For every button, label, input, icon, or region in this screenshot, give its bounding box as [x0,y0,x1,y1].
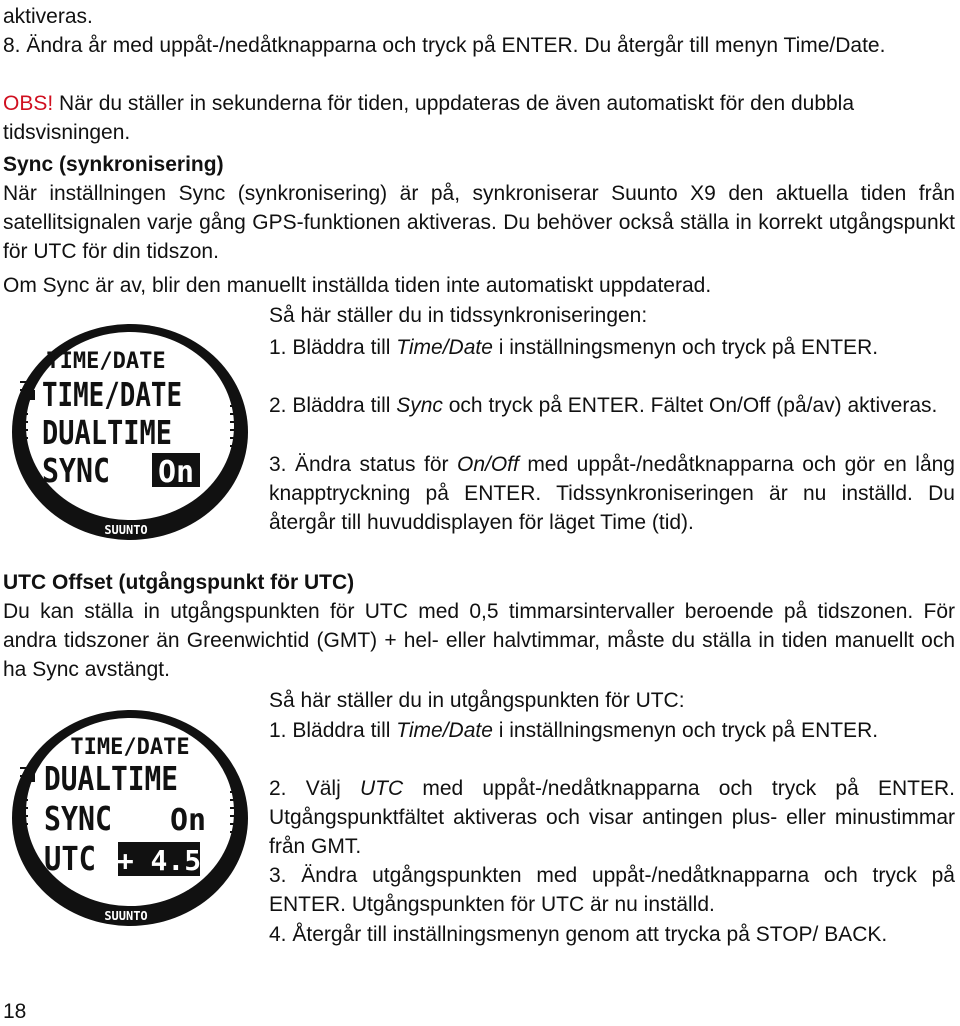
sync-howto: Så här ställer du in tidssynkroniseringen: [269,304,648,327]
watch-display-utc [6,706,254,934]
watch-brand: SUUNTO [104,523,148,537]
watch-row-2: DUALTIME [42,413,172,452]
watch-row-2-value: On [169,803,207,838]
sync-step-2: 2. Bläddra till Sync och tryck på ENTER. Fältet On/Off (på/av) aktiveras. [269,394,938,417]
utc-step-4: 4. Återgår till inställningsmenyn genom att trycka på STOP/ BACK. [269,923,888,946]
obs-note [3,89,955,147]
sync-heading: Sync (synkronisering) [3,153,224,176]
sync-para-1: När inställningen Sync (synkronisering) är på, synkroniserar Suunto X9 den aktuella tiden från satellitsignalen varje gång GPS-funktionen aktiveras. Du behöver också ställa in korrekt utgångspunkt för UTC för din tidszon. [3,182,955,263]
utc-howto: Så här ställer du in utgångspunkten för UTC: [269,689,685,712]
watch-row-1: DUALTIME [44,759,178,798]
utc-step-2: 2. Välj UTC med uppåt-/nedåtknapparna och tryck på ENTER. Utgångspunktfältet aktiveras och visar antingen plus- eller minustimmar från GMT. [269,777,956,858]
obs-text: När du ställer in sekunderna för tiden, uppdateras de även automatiskt för den dubbla tidsvisningen. [3,92,855,144]
selection-marker [30,390,35,400]
page-number: 18 [3,1000,27,1023]
watch-display-sync [6,320,254,548]
utc-step-3: 3. Ändra utgångspunkten med uppåt-/nedåtknapparna och tryck på ENTER. Utgångspunkten för UTC är nu inställd. [269,864,955,916]
watch-row-3-label: UTC [44,839,96,878]
utc-step-1: 1. Bläddra till Time/Date i inställningsmenyn och tryck på ENTER. [269,719,879,742]
watch-title: TIME/DATE [70,735,190,760]
watch-row-1: TIME/DATE [42,375,182,414]
utc-para-1: Du kan ställa in utgångspunkten för UTC med 0,5 timmarsintervaller beroende på tidszonen. För andra tidszoner än Greenwichtid (GMT) + hel- eller halvtimmar, måste du ställa in tiden manuellt och ha Sync avstängt. [3,600,955,681]
utc-heading: UTC Offset (utgångspunkt för UTC) [3,571,355,594]
watch-brand: SUUNTO [104,909,148,923]
sync-step-3: 3. Ändra status för On/Off med uppåt-/nedåtknapparna och gör en lång knapptryckning på ENTER. Tidssynkroniseringen är nu inställd. Du återgår till huvuddisplayen för läget Time (tid). [269,453,955,534]
obs-label: OBS! [3,92,54,115]
watch-row-2-label: SYNC [44,799,112,838]
sync-step-1: 1. Bläddra till Time/Date i inställningsmenyn och tryck på ENTER. [269,336,879,359]
step-8: 8. Ändra år med uppåt-/nedåtknapparna och tryck på ENTER. Du återgår till menyn Time/Date. [3,34,886,57]
watch-row-3-value: On [157,455,195,490]
watch-row-3-value: + 4.5 [116,844,202,877]
sync-para-2: Om Sync är av, blir den manuellt inställda tiden inte automatiskt uppdaterad. [3,274,712,297]
intro-continuation: aktiveras. [3,5,93,28]
watch-title: TIME/DATE [46,349,166,374]
selection-marker [30,772,35,782]
watch-row-3-label: SYNC [42,451,110,490]
